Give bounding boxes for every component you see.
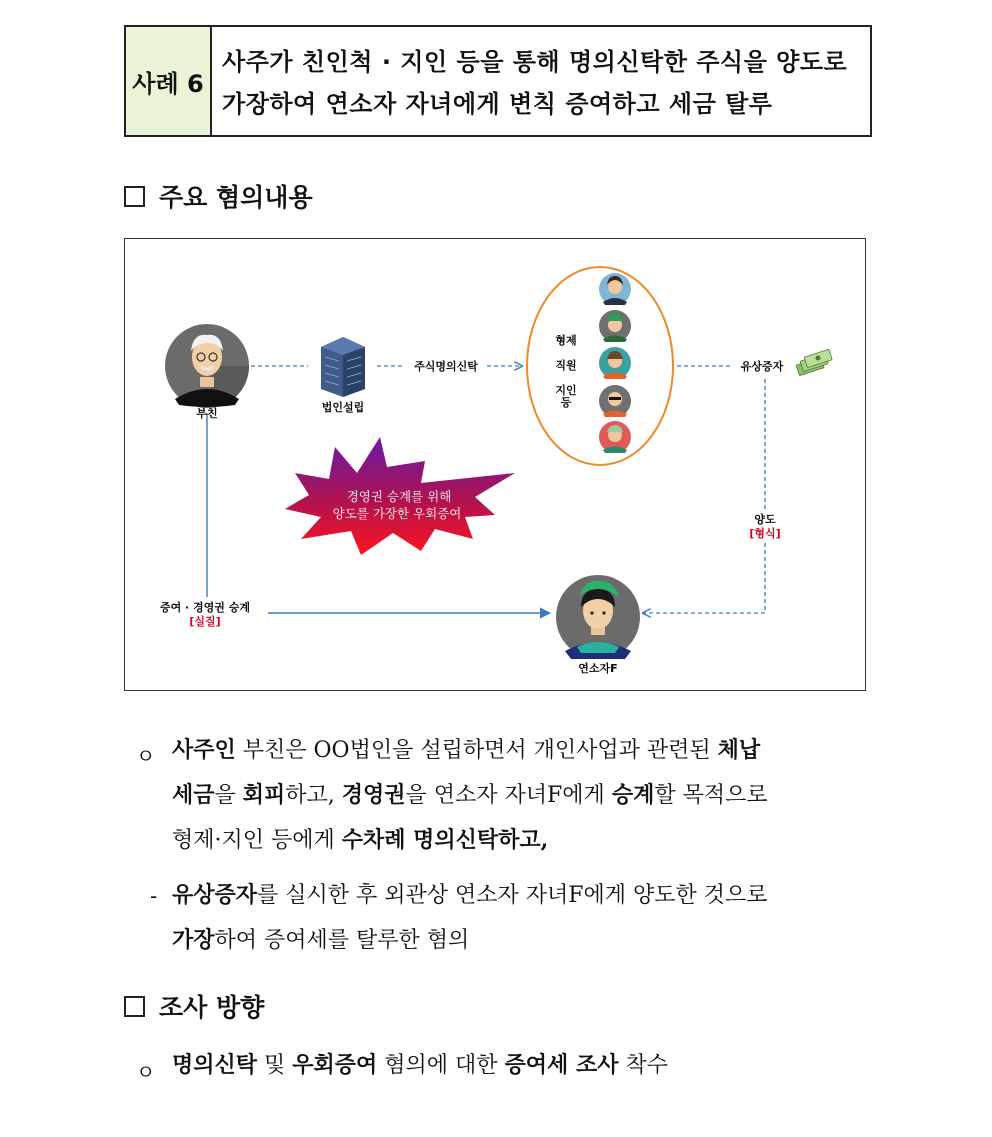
paragraph-dash: - bbox=[150, 884, 158, 908]
gift-note: [실질] bbox=[189, 615, 221, 628]
paragraph-main-line1: 사주인 부친은 OO법인을 설립하면서 개인사업과 관련된 체납 bbox=[172, 737, 761, 763]
diagram-canvas bbox=[125, 239, 867, 692]
paragraph-sub bbox=[172, 873, 768, 963]
burst-text-line1: 경영권 승계를 위해 bbox=[346, 489, 452, 504]
checkbox-square-icon bbox=[124, 186, 145, 207]
scheme-diagram bbox=[124, 238, 866, 691]
trustee-avatar-5 bbox=[599, 421, 631, 453]
case-box bbox=[124, 25, 872, 137]
trustee-avatar-4 bbox=[599, 385, 631, 417]
child-avatar bbox=[556, 575, 640, 659]
trust-label: 주식명의신탁 bbox=[414, 360, 478, 373]
connector-transfer bbox=[643, 379, 765, 613]
transfer-label: 양도 bbox=[754, 513, 776, 526]
paragraph-sub-line1: 유상증자를 실시한 후 외관상 연소자 자녀F에게 양도한 것으로 bbox=[172, 882, 768, 908]
money-icon bbox=[796, 349, 832, 375]
paragraph-sub-line2: 가장하여 증여세를 탈루한 혐의 bbox=[172, 927, 470, 953]
gift-label: 증여 · 경영권 승계 bbox=[159, 601, 251, 614]
paid-increase-label: 유상증자 bbox=[740, 360, 784, 373]
father-label: 부친 bbox=[196, 407, 218, 420]
case-title-line1: 사주가 친인척 · 지인 등을 통해 명의신탁한 주식을 양도로 bbox=[222, 48, 848, 76]
father-avatar bbox=[165, 324, 249, 408]
trustee-avatar-2 bbox=[599, 310, 631, 342]
trustee-avatar-1 bbox=[599, 273, 631, 305]
trustee-avatar-3 bbox=[599, 347, 631, 379]
building-icon bbox=[321, 337, 365, 397]
paragraph-investigation: 명의신탁 및 우회증여 혐의에 대한 증여세 조사 착수 bbox=[172, 1052, 668, 1078]
paragraph-bullet: ㅇ bbox=[136, 744, 156, 768]
paragraph-main-line3: 형제·지인 등에게 수차례 명의신탁하고, bbox=[172, 827, 549, 853]
paragraph-main bbox=[172, 728, 768, 863]
paragraph-bullet: ㅇ bbox=[136, 1060, 156, 1084]
child-label: 연소자F bbox=[578, 662, 618, 675]
corp-label: 법인설립 bbox=[321, 401, 365, 414]
section-heading-main: 주요 혐의내용 bbox=[124, 178, 313, 214]
case-title bbox=[212, 27, 870, 135]
paragraph-main-line2: 세금을 회피하고, 경영권을 연소자 자녀F에게 승계할 목적으로 bbox=[172, 782, 768, 808]
group-label-brother: 형제 bbox=[555, 334, 577, 347]
transfer-note: [형식] bbox=[749, 527, 781, 540]
group-label-staff: 직원 bbox=[555, 359, 577, 372]
case-title-line2: 가장하여 연소자 자녀에게 변칙 증여하고 세금 탈루 bbox=[222, 90, 773, 118]
checkbox-square-icon bbox=[124, 996, 145, 1017]
case-label: 사례 6 bbox=[126, 27, 212, 135]
group-label-acquaintance: 지인 bbox=[555, 384, 577, 397]
section-heading-investigation: 조사 방향 bbox=[124, 988, 264, 1024]
burst-text-line2: 양도를 가장한 우회증여 bbox=[332, 506, 462, 521]
group-label-etc: 등 bbox=[560, 396, 572, 409]
